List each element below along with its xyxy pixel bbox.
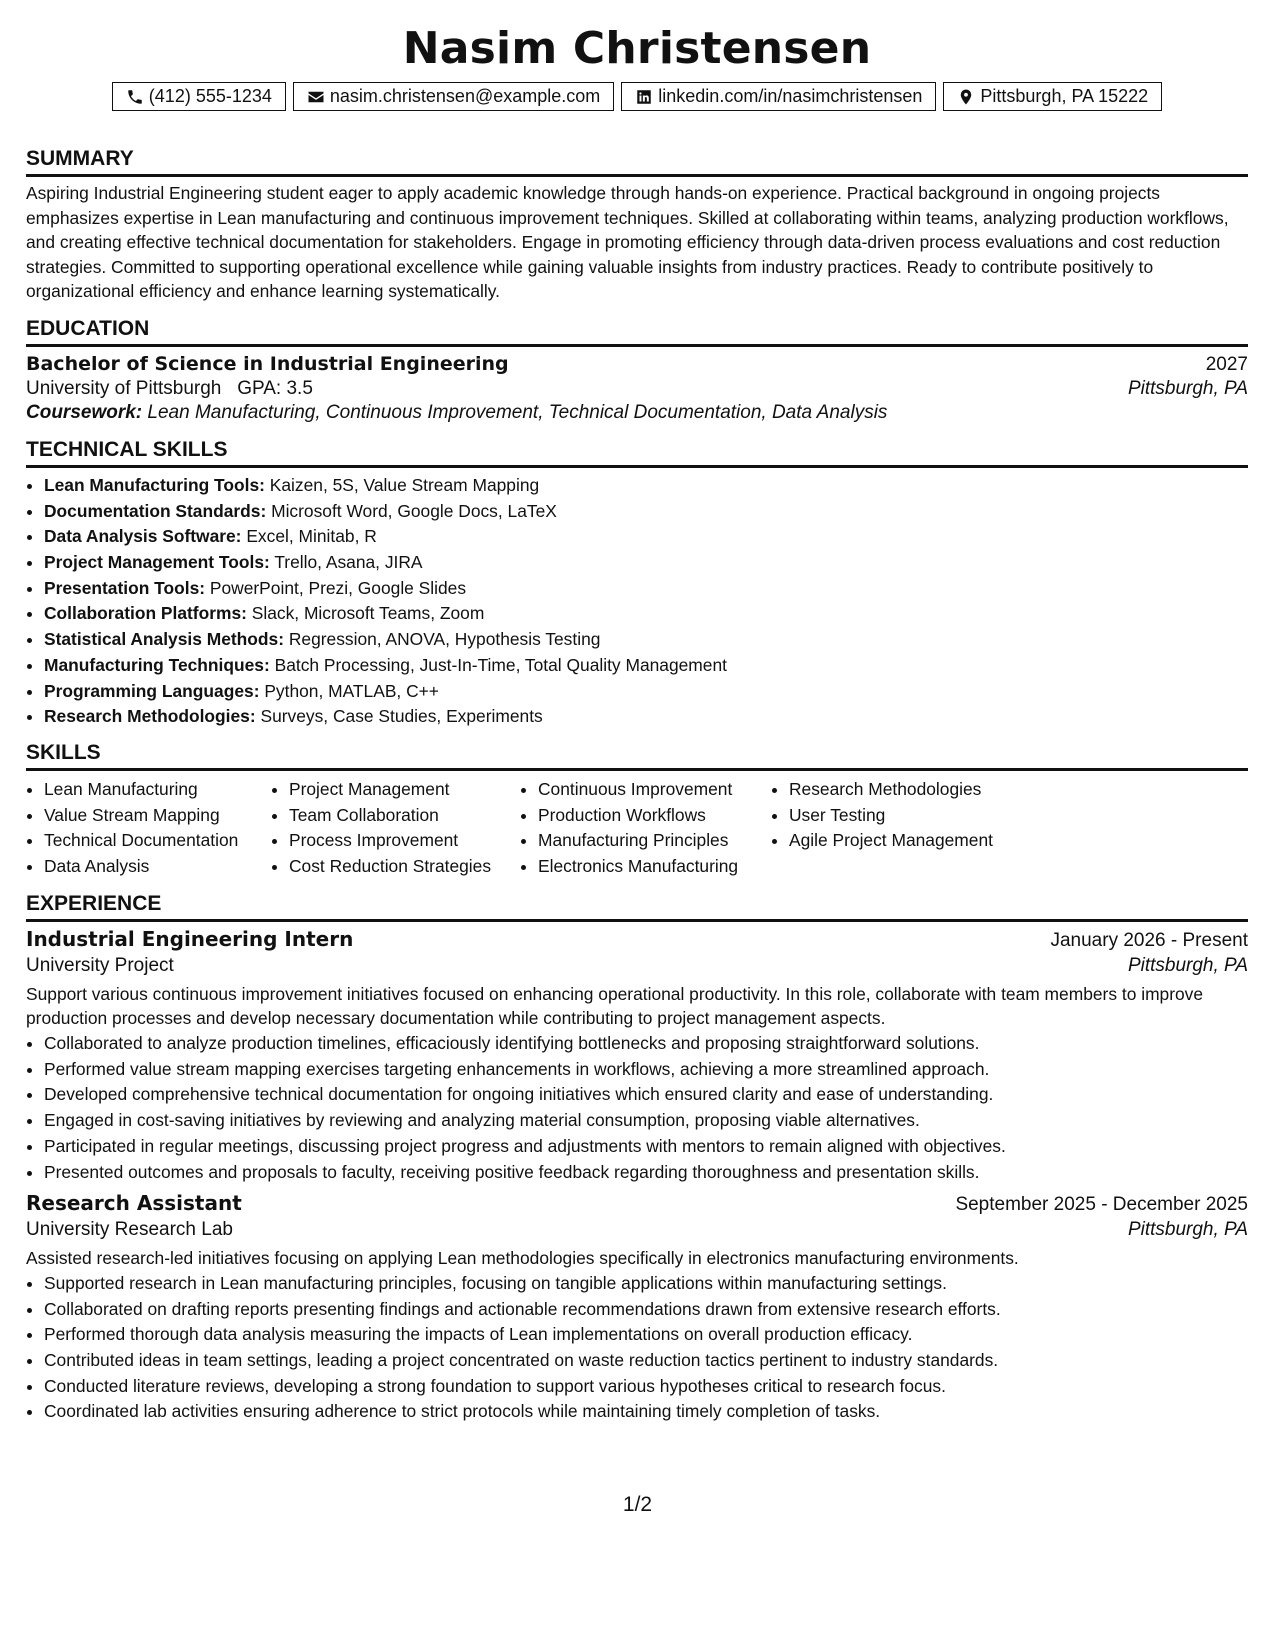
- school-name: University of Pittsburgh: [26, 377, 222, 399]
- list-item: [44, 473, 1248, 499]
- school-row: [26, 378, 1248, 400]
- list-item: [44, 704, 1248, 730]
- job-org-row: [26, 1219, 1248, 1241]
- skills-column: [520, 777, 771, 880]
- job-location: Pittsburgh, PA: [1127, 1219, 1248, 1241]
- list-item: [44, 550, 1248, 576]
- phone-text: (412) 555-1234: [148, 86, 272, 106]
- job-header: [26, 927, 1248, 952]
- resume-page: [26, 18, 1248, 1425]
- skill-label: Collaboration Platforms:: [44, 603, 247, 624]
- list-item: • Presented outcomes and proposals to faculty, receiving positive feedback regarding thoroughness and presentation skills.: [44, 1160, 1248, 1186]
- contact-linkedin[interactable]: [621, 82, 936, 111]
- job-location: Pittsburgh, PA: [1127, 954, 1248, 976]
- list-item: • Process Improvement: [289, 828, 520, 854]
- job-title: Industrial Engineering Intern: [26, 926, 354, 951]
- list-item: • Agile Project Management: [789, 828, 1049, 854]
- contact-phone[interactable]: [112, 82, 286, 111]
- job-dates: January 2026 - Present: [1050, 929, 1248, 951]
- map-pin-icon: [957, 88, 975, 106]
- list-item: • Data Analysis: [44, 854, 271, 880]
- linkedin-text: linkedin.com/in/nasimchristensen: [658, 86, 923, 106]
- skill-label: Presentation Tools:: [44, 577, 206, 598]
- section-title: SUMMARY: [26, 145, 1248, 177]
- skill-value: Microsoft Word, Google Docs, LaTeX: [271, 500, 557, 521]
- skill-label: Lean Manufacturing Tools:: [44, 474, 265, 495]
- skill-value: Trello, Asana, JIRA: [274, 552, 423, 573]
- skill-label: Data Analysis Software:: [44, 526, 242, 547]
- technical-skills-section: [26, 436, 1248, 730]
- list-item: • Contributed ideas in team settings, leading a project concentrated on waste reduction tactics pertinent to industry standards.: [44, 1348, 1248, 1374]
- coursework-list: Lean Manufacturing, Continuous Improvement, Technical Documentation, Data Analysis: [147, 401, 888, 423]
- summary-section: [26, 145, 1248, 304]
- list-item: • Developed comprehensive technical documentation for ongoing initiatives which ensured clarity and ease of understanding.: [44, 1082, 1248, 1108]
- list-item: [44, 499, 1248, 525]
- list-item: • Production Workflows: [538, 803, 771, 829]
- experience-section: [26, 890, 1248, 1425]
- section-title: EXPERIENCE: [26, 890, 1248, 922]
- school-location: Pittsburgh, PA: [1127, 377, 1248, 399]
- list-item: • Project Management: [289, 777, 520, 803]
- job-org-row: [26, 955, 1248, 977]
- education-section: [26, 315, 1248, 424]
- job-org: University Project: [26, 954, 174, 976]
- list-item: • Continuous Improvement: [538, 777, 771, 803]
- section-title: EDUCATION: [26, 315, 1248, 347]
- skill-value: Surveys, Case Studies, Experiments: [260, 706, 543, 727]
- job-title: Research Assistant: [26, 1191, 242, 1216]
- list-item: • Supported research in Lean manufacturing principles, focusing on tangible applications within manufacturing settings.: [44, 1271, 1248, 1297]
- skills-column: [271, 777, 520, 880]
- skill-label: Research Methodologies:: [44, 706, 256, 727]
- skill-label: Documentation Standards:: [44, 500, 267, 521]
- summary-text: Aspiring Industrial Engineering student eager to apply academic knowledge through hands-on experience. Practical background in ongoing projects emphasizes expertise in Lean manufacturing and continuous improvement techniques. Skilled at collaborating within teams, analyzing production workflows, and creating effective technical documentation for stakeholders. Engage in promoting efficiency through data-driven process evaluations and cost reduction strategies. Committed to supporting operational excellence while gaining valuable insights from industry practices. Ready to contribute positively to organizational efficiency and enhance learning systematically.: [26, 183, 1229, 302]
- skill-value: Python, MATLAB, C++: [264, 680, 439, 701]
- skill-value: Kaizen, 5S, Value Stream Mapping: [269, 474, 540, 495]
- skill-value: Slack, Microsoft Teams, Zoom: [251, 603, 485, 624]
- list-item: • Collaborated to analyze production timelines, efficaciously identifying bottlenecks and proposing straightforward solutions.: [44, 1031, 1248, 1057]
- page-number: 1/2: [622, 1493, 653, 1516]
- location-text: Pittsburgh, PA 15222: [980, 86, 1149, 106]
- job-summary: Support various continuous improvement initiatives focused on enhancing operational productivity. In this role, collaborate with team members to improve production processes and develop necessary documentation while contributing to project management aspects.: [26, 983, 1204, 1029]
- job-dates: September 2025 - December 2025: [955, 1194, 1248, 1216]
- coursework-label: Coursework:: [26, 401, 143, 423]
- degree: Bachelor of Science in Industrial Engineering: [26, 352, 509, 375]
- skills-column: [771, 777, 1049, 880]
- list-item: • User Testing: [789, 803, 1049, 829]
- list-item: • Engaged in cost-saving initiatives by reviewing and analyzing material consumption, proposing viable alternatives.: [44, 1108, 1248, 1134]
- skill-label: Statistical Analysis Methods:: [44, 629, 284, 650]
- list-item: [44, 627, 1248, 653]
- list-item: • Lean Manufacturing: [44, 777, 271, 803]
- list-item: • Cost Reduction Strategies: [289, 854, 520, 880]
- gpa: GPA: 3.5: [237, 377, 313, 399]
- list-item: [44, 601, 1248, 627]
- linkedin-icon: [635, 88, 653, 106]
- job-header: [26, 1191, 1248, 1216]
- list-item: [44, 653, 1248, 679]
- skill-value: Regression, ANOVA, Hypothesis Testing: [288, 629, 601, 650]
- section-title: SKILLS: [26, 739, 1248, 771]
- list-item: • Team Collaboration: [289, 803, 520, 829]
- skill-label: Programming Languages:: [44, 680, 260, 701]
- skills-grid: [26, 777, 1248, 880]
- contact-bar: [26, 82, 1248, 111]
- list-item: • Manufacturing Principles: [538, 828, 771, 854]
- envelope-icon: [307, 88, 325, 106]
- skill-value: PowerPoint, Prezi, Google Slides: [209, 577, 467, 598]
- graduation-year: 2027: [1205, 353, 1248, 375]
- contact-location: [943, 82, 1162, 111]
- job-entry: [26, 927, 1248, 1185]
- list-item: • Research Methodologies: [789, 777, 1049, 803]
- list-item: • Performed thorough data analysis measuring the impacts of Lean implementations on overall production efficacy.: [44, 1322, 1248, 1348]
- job-bullets: [26, 1031, 1248, 1185]
- list-item: • Coordinated lab activities ensuring adherence to strict protocols while maintaining timely completion of tasks.: [44, 1399, 1248, 1425]
- job-summary: Assisted research-led initiatives focusing on applying Lean methodologies specifically in electronics manufacturing environments.: [26, 1248, 1019, 1269]
- list-item: [44, 679, 1248, 705]
- list-item: • Electronics Manufacturing: [538, 854, 771, 880]
- skill-value: Batch Processing, Just-In-Time, Total Quality Management: [274, 654, 727, 675]
- skill-label: Project Management Tools:: [44, 552, 270, 573]
- list-item: • Value Stream Mapping: [44, 803, 271, 829]
- job-bullets: [26, 1271, 1248, 1425]
- phone-icon: [126, 88, 144, 106]
- education-row: [26, 353, 1248, 376]
- list-item: • Performed value stream mapping exercises targeting enhancements in workflows, achieving a more streamlined approach.: [44, 1057, 1248, 1083]
- list-item: [44, 524, 1248, 550]
- email-text: nasim.christensen@example.com: [329, 86, 601, 106]
- list-item: [44, 576, 1248, 602]
- list-item: • Collaborated on drafting reports presenting findings and actionable recommendations drawn from extensive research efforts.: [44, 1297, 1248, 1323]
- technical-skills-list: [26, 473, 1248, 730]
- candidate-name: Nasim Christensen: [402, 23, 872, 74]
- coursework: [26, 402, 1248, 424]
- skill-label: Manufacturing Techniques:: [44, 654, 270, 675]
- job-org: University Research Lab: [26, 1219, 233, 1241]
- job-entry: [26, 1191, 1248, 1425]
- contact-email[interactable]: [293, 82, 614, 111]
- section-title: TECHNICAL SKILLS: [26, 436, 1248, 468]
- skills-column: [26, 777, 271, 880]
- skills-section: [26, 739, 1248, 880]
- list-item: • Participated in regular meetings, discussing project progress and adjustments with mentors to remain aligned with objectives.: [44, 1134, 1248, 1160]
- list-item: • Technical Documentation: [44, 828, 271, 854]
- skill-value: Excel, Minitab, R: [246, 526, 377, 547]
- list-item: • Conducted literature reviews, developing a strong foundation to support various hypotheses critical to research focus.: [44, 1374, 1248, 1400]
